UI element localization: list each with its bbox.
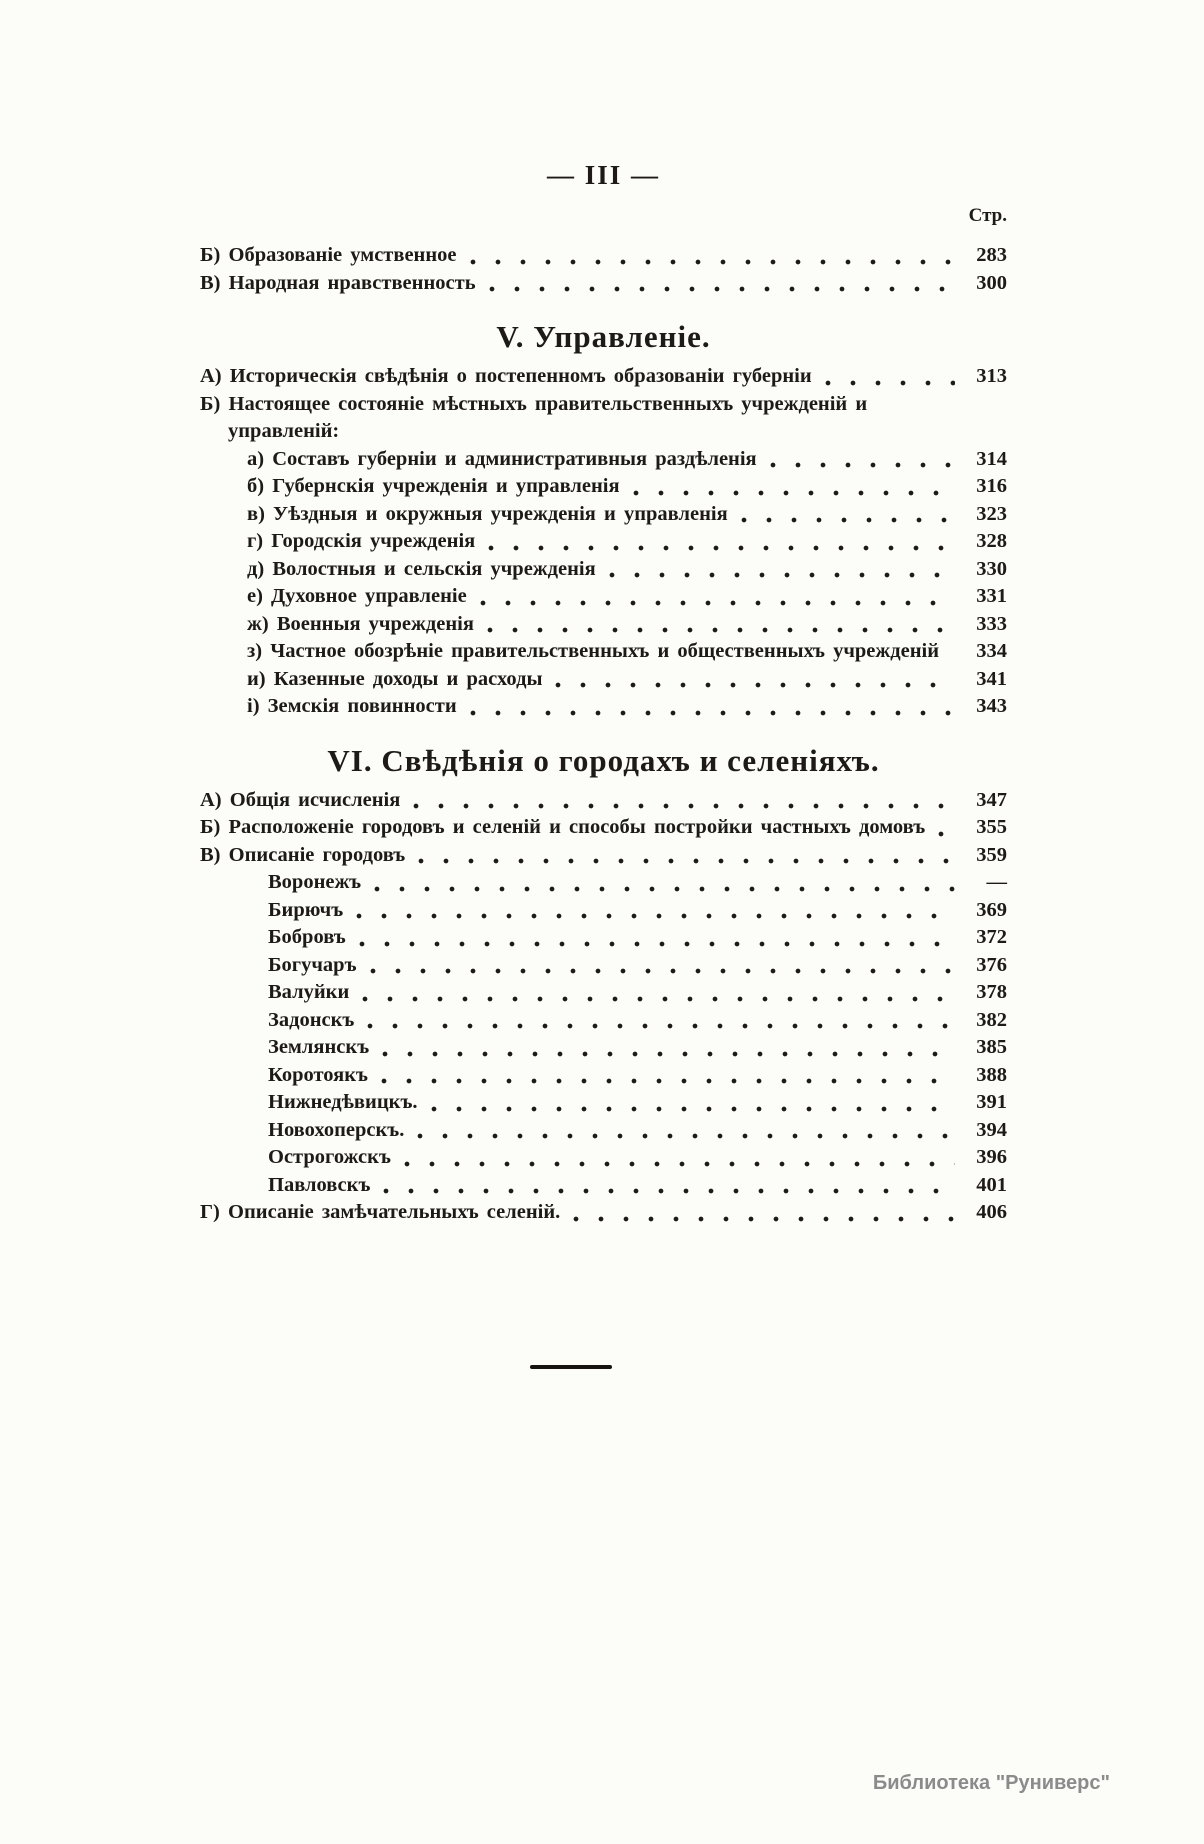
toc-entry <box>200 871 1007 899</box>
toc-entry-label: з) Частное обозрѣніе правительственныхъ и общественныхъ учрежденій <box>247 640 940 662</box>
toc-entry-page: 382 <box>976 1008 1007 1031</box>
dot-leader <box>367 1022 955 1030</box>
toc-entry <box>200 926 1007 954</box>
toc-entry-page: 369 <box>976 898 1007 921</box>
toc-entry-label: в) Уѣздныя и окружныя учрежденія и управленія <box>247 502 728 525</box>
toc-entry-page: 376 <box>976 953 1007 976</box>
dot-leader <box>370 967 955 975</box>
toc-entry-label: Г) Описаніе замѣчательныхъ селеній. <box>200 1201 561 1223</box>
toc-entry <box>200 1064 1007 1092</box>
toc-entry <box>200 503 1007 531</box>
toc-entry-page: 313 <box>976 365 1007 387</box>
toc-entry <box>200 420 1007 448</box>
toc-entry-page: 372 <box>976 926 1007 948</box>
toc-entry-label: Новохоперскъ. <box>268 1118 405 1141</box>
toc-entry-page: 359 <box>976 843 1007 866</box>
toc-entry-page: 314 <box>976 447 1007 470</box>
toc-entry <box>200 789 1007 817</box>
toc-entry-page: 331 <box>976 585 1007 607</box>
toc-entry-label: Бобровъ <box>268 926 346 948</box>
toc-entry <box>200 1009 1007 1037</box>
toc-entry <box>200 585 1007 613</box>
toc-entry <box>200 1091 1007 1119</box>
dot-leader <box>418 857 955 865</box>
toc-entry-page: 378 <box>976 981 1007 1003</box>
dot-leader <box>356 912 955 920</box>
toc-entry-label: д) Волостныя и сельскія учрежденія <box>247 557 596 580</box>
toc-entry <box>200 448 1007 476</box>
dot-leader <box>383 1187 955 1195</box>
dot-leader <box>382 1050 955 1058</box>
toc-entry <box>200 1119 1007 1147</box>
dot-leader <box>374 885 955 893</box>
toc-entry-page: 283 <box>976 244 1007 266</box>
toc-entry-label: управленій: <box>228 420 340 442</box>
toc-entry-label: А) Историческія свѣдѣнія о постепенномъ образованіи губерніи <box>200 365 812 387</box>
toc-entry <box>200 695 1007 723</box>
end-rule <box>530 1365 612 1369</box>
dot-leader <box>470 709 955 717</box>
toc-entry-label: Павловскъ <box>268 1173 371 1196</box>
dot-leader <box>555 681 955 689</box>
toc-entry-page: 341 <box>976 667 1007 690</box>
toc-entry-label: В) Описаніе городовъ <box>200 843 406 866</box>
toc-entry-page: 323 <box>976 502 1007 525</box>
toc-entry-page: 355 <box>976 816 1007 838</box>
toc-entry-page: — <box>986 871 1007 893</box>
toc-entry <box>200 530 1007 558</box>
toc-entry-page: 328 <box>976 530 1007 552</box>
dot-leader <box>413 802 955 810</box>
toc-entry-label: Бирючъ <box>268 898 344 921</box>
toc-entry-page: 401 <box>976 1173 1007 1196</box>
toc-entry <box>200 844 1007 872</box>
toc <box>200 244 1007 1229</box>
toc-entry-page: 333 <box>976 612 1007 635</box>
section-heading: VI. Свѣдѣнія о городахъ и селеніяхъ. <box>327 742 880 778</box>
page-column-label: Стр. <box>968 205 1007 226</box>
toc-entry <box>200 1201 1007 1229</box>
toc-entry-label: і) Земскія повинности <box>247 695 457 717</box>
dot-leader <box>741 516 955 524</box>
dot-leader <box>488 544 955 552</box>
toc-entry <box>200 816 1007 844</box>
dot-leader <box>489 285 955 293</box>
toc-entry <box>200 1174 1007 1202</box>
toc-entry <box>200 640 1007 668</box>
folio-page-number: — III — <box>546 160 661 190</box>
dot-leader <box>381 1077 955 1085</box>
dot-leader <box>770 461 955 469</box>
toc-entry <box>200 393 1007 421</box>
toc-entry-label: Землянскъ <box>268 1036 370 1058</box>
toc-entry-label: Б) Расположеніе городовъ и селеній и способы постройки частныхъ домовъ <box>200 816 926 838</box>
toc-entry <box>200 1146 1007 1174</box>
toc-entry-page: 406 <box>976 1201 1007 1223</box>
toc-entry-page: 385 <box>976 1036 1007 1058</box>
toc-entry-label: Коротоякъ <box>268 1063 368 1086</box>
toc-entry-label: г) Городскія учрежденія <box>247 530 476 552</box>
dot-leader <box>480 599 955 607</box>
toc-entry-page: 396 <box>976 1146 1007 1168</box>
dot-leader <box>431 1105 955 1113</box>
dot-leader <box>938 830 955 838</box>
toc-entry-label: Б) Образованіе умственное <box>200 244 457 266</box>
toc-entry <box>200 244 1007 272</box>
toc-entry-label: ж) Военныя учрежденія <box>247 612 474 635</box>
toc-entry-label: Богучаръ <box>268 953 357 976</box>
toc-entry-label: е) Духовное управленіе <box>247 585 467 607</box>
dot-leader <box>609 571 955 579</box>
toc-entry <box>200 954 1007 982</box>
toc-entry-page: 388 <box>976 1063 1007 1086</box>
dot-leader <box>825 379 955 387</box>
toc-entry <box>200 475 1007 503</box>
toc-entry-label: Валуйки <box>268 981 350 1003</box>
section-heading: V. Управленіе. <box>496 319 711 354</box>
dot-leader <box>404 1160 955 1168</box>
toc-entry <box>200 899 1007 927</box>
toc-entry-page: 316 <box>976 475 1007 497</box>
toc-entry <box>200 558 1007 586</box>
toc-entry-page: 394 <box>976 1118 1007 1141</box>
toc-entry-label: А) Общія исчисленія <box>200 788 401 811</box>
toc-entry <box>200 365 1007 393</box>
toc-entry-label: а) Составъ губерніи и административныя раздѣленія <box>247 447 757 470</box>
toc-entry <box>200 1036 1007 1064</box>
toc-entry-label: Острогожскъ <box>268 1146 391 1168</box>
toc-entry <box>200 613 1007 641</box>
toc-entry-label: В) Народная нравственность <box>200 271 476 294</box>
toc-entry <box>200 981 1007 1009</box>
toc-entry-page: 330 <box>976 557 1007 580</box>
toc-entry-label: Б) Настоящее состояніе мѣстныхъ правительственныхъ учрежденій и <box>200 392 868 415</box>
toc-entry-page: 343 <box>976 695 1007 717</box>
dot-leader <box>362 995 955 1003</box>
toc-entry-label: б) Губернскія учрежденія и управленія <box>247 475 620 497</box>
toc-entry-page: 300 <box>976 271 1007 294</box>
toc-entry-page: 334 <box>976 640 1007 662</box>
toc-entry-page: 391 <box>976 1091 1007 1113</box>
dot-leader <box>633 489 955 497</box>
toc-entry-label: Нижнедѣвицкъ. <box>268 1091 418 1113</box>
toc-entry-label: и) Казенные доходы и расходы <box>247 667 543 690</box>
dot-leader <box>487 626 955 634</box>
dot-leader <box>470 258 955 266</box>
toc-entry-page: 347 <box>976 788 1007 811</box>
dot-leader <box>359 940 955 948</box>
scanned-page-content <box>200 0 1007 1369</box>
toc-entry <box>200 668 1007 696</box>
toc-entry-label: Задонскъ <box>268 1008 355 1031</box>
dot-leader <box>417 1132 955 1140</box>
dot-leader <box>573 1215 955 1223</box>
toc-entry <box>200 272 1007 300</box>
watermark: Библиотека "Руниверс" <box>872 1772 1110 1794</box>
toc-entry-label: Воронежъ <box>268 871 362 893</box>
